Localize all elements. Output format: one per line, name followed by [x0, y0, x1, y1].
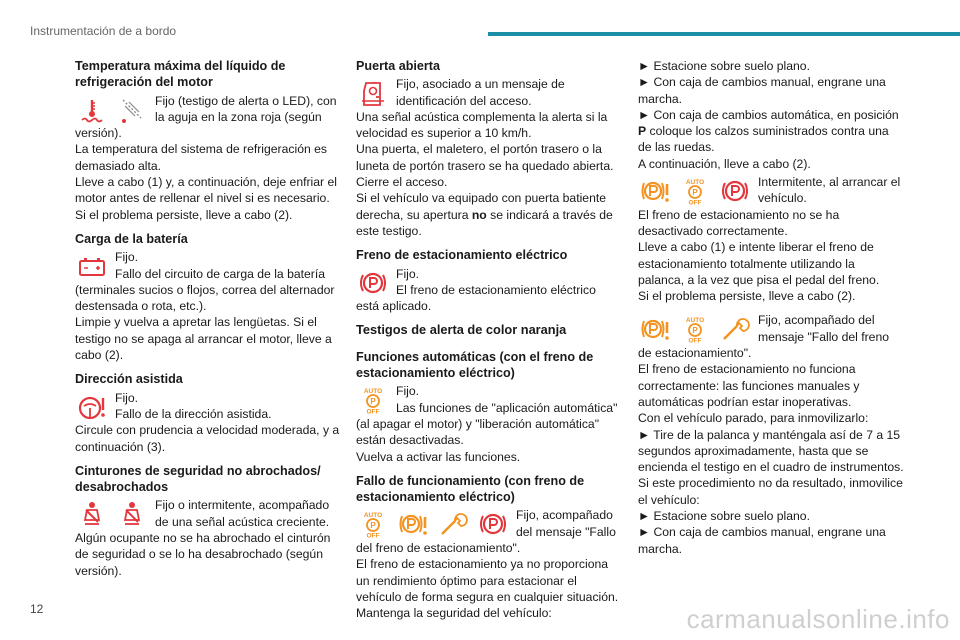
auto-section: [356, 349, 622, 465]
svg-text:P: P: [692, 188, 698, 198]
column-1: [75, 58, 341, 587]
auto-lead1: Fijo.: [396, 384, 420, 399]
fixed-line: ► Estacione sobre suelo plano.: [638, 509, 810, 524]
door-lead: Fijo, asociado a un mensaje de identificación del acceso.: [396, 77, 565, 108]
parking-brake-fault-icon: [638, 314, 672, 344]
parking-brake-fault-icon: [638, 176, 672, 206]
battery-title: Carga de la batería: [75, 231, 188, 246]
coolant-temperature-icon: [75, 95, 109, 125]
door-last: Si el vehículo va equipado con puerta batiente derecha, su apertura no se indicará a través de este testigo.: [356, 191, 613, 238]
svg-text:OFF: OFF: [366, 408, 380, 415]
door-line: Una puerta, el maletero, el portón trasero o la luneta de portón trasero se ha quedado abierta.: [356, 142, 614, 173]
fixed-line: ► Con caja de cambios manual, engrane una marcha.: [638, 525, 886, 556]
temp-line: Si el problema persiste, lleve a cabo (2).: [75, 207, 293, 222]
blink-line: El freno de estacionamiento no se ha desactivado correctamente.: [638, 207, 840, 238]
fixed-line: El freno de estacionamiento no funciona correctamente: las funciones manuales y automáticas podrían estar inoperativas.: [638, 362, 860, 409]
parking-brake-icon: [718, 176, 752, 206]
epb-lead1: Fijo.: [396, 266, 420, 281]
door-line: Una señal acústica complementa la alerta si la velocidad es superior a 10 km/h.: [356, 109, 608, 141]
svg-text:OFF: OFF: [688, 337, 702, 344]
fault-line: Mantenga la seguridad del vehículo:: [356, 606, 552, 621]
auto-off-icon: [356, 509, 390, 539]
svg-text:AUTO: AUTO: [685, 317, 705, 325]
battery-line: Limpie y vuelva a apretar las lengüetas. Si el testigo no se apaga al arrancar el motor, lleve a cabo (2).: [75, 315, 332, 363]
svg-text:AUTO: AUTO: [363, 388, 383, 396]
parking-brake-fault-icon: [396, 509, 430, 539]
auto-off-icon: [678, 176, 712, 206]
steering-title: Dirección asistida: [75, 372, 183, 387]
temperature-gauge-icon: [115, 95, 149, 125]
section-title: Instrumentación de a bordo: [30, 24, 177, 38]
page-number: 12: [30, 602, 44, 616]
c3-line: ► Con caja de cambios manual, engrane una marcha.: [638, 75, 886, 106]
c3-auto-line: ► Con caja de cambios automática, en posición P coloque los calzos suministrados contra una de las ruedas.: [638, 107, 899, 155]
auto-off-icon: [356, 385, 390, 415]
belts-line: Algún ocupante no se ha abrochado el cinturón de seguridad o se lo ha desabrochado (según versión).: [75, 531, 331, 578]
blink-line: Lleve a cabo (1) e intente liberar el freno de estacionamiento totalmente utilizando la palanca, a la vez que pisa el pedal del freno.: [638, 240, 880, 287]
belts-title: Cinturones de seguridad no abrochados/ desabrochados: [75, 463, 321, 495]
auto-off-icon: [678, 314, 712, 344]
battery-lead1: Fijo.: [115, 250, 139, 265]
epb-lead2: El freno de estacionamiento eléctrico está aplicado.: [356, 282, 596, 314]
epb-title: Freno de estacionamiento eléctrico: [356, 248, 568, 263]
auto-line: Vuelva a activar las funciones.: [356, 449, 521, 464]
svg-text:P: P: [370, 521, 376, 531]
fixed-line: Si este procedimiento no da resultado, inmovilice el vehículo:: [638, 476, 903, 507]
fixed-line: Con el vehículo parado, para inmovilizarlo:: [638, 411, 869, 426]
svg-text:OFF: OFF: [688, 199, 702, 206]
header-accent-bar: [488, 32, 960, 36]
svg-text:AUTO: AUTO: [685, 179, 705, 187]
fault-section: [356, 473, 622, 622]
battery-icon: [75, 251, 109, 281]
wrench-icon: [436, 509, 470, 539]
battery-lead2: Fallo del circuito de carga de la batería (terminales sucios o flojos, correa del alternador destensada o rota, etc.).: [75, 266, 335, 314]
temp-section: [75, 58, 341, 223]
temp-line: Lleve a cabo (1) y, a continuación, deje enfriar el motor antes de rellenar el nivel si es necesario.: [75, 175, 337, 206]
epb-section: [356, 247, 622, 314]
blink-lead: Intermitente, al arrancar el vehículo.: [758, 175, 901, 206]
fixed-lead: Fijo, acompañado del mensaje "Fallo del freno de estacionamiento".: [638, 313, 890, 361]
seatbelt-icon: [115, 499, 149, 529]
auto-title: Funciones automáticas (con el freno de estacionamiento eléctrico): [356, 349, 594, 381]
steering-lead1: Fijo.: [115, 390, 139, 405]
wrench-icon: [718, 314, 752, 344]
column-3: [638, 58, 904, 565]
orange-warnings-title: Testigos de alerta de color naranja: [356, 322, 567, 338]
c3-line: ► Estacione sobre suelo plano.: [638, 59, 810, 73]
c3-then: A continuación, lleve a cabo (2).: [638, 156, 811, 171]
parking-brake-icon: [356, 268, 390, 298]
blink-section: [638, 174, 904, 304]
parking-brake-icon: [476, 509, 510, 539]
svg-text:OFF: OFF: [366, 532, 380, 539]
door-open-icon: [356, 78, 390, 108]
temp-lead: Fijo (testigo de alerta o LED), con la aguja en la zona roja (según versión).: [75, 93, 337, 141]
svg-text:AUTO: AUTO: [363, 512, 383, 520]
steering-section: [75, 371, 341, 454]
watermark: carmanualsonline.info: [686, 604, 950, 634]
battery-section: [75, 231, 341, 363]
door-section: [356, 58, 622, 239]
fixed-section: [638, 312, 904, 556]
temp-line: La temperatura del sistema de refrigeración es demasiado alta.: [75, 142, 328, 173]
fault-title: Fallo de funcionamiento (con freno de estacionamiento eléctrico): [356, 473, 585, 505]
temp-title: Temperatura máxima del líquido de refrigeración del motor: [75, 59, 286, 90]
belts-lead: Fijo o intermitente, acompañado de una señal acústica creciente.: [155, 498, 330, 529]
power-steering-icon: [75, 392, 109, 422]
auto-lead2: Las funciones de "aplicación automática" (al apagar el motor) y "liberación automática" están desactivadas.: [356, 400, 618, 448]
column-2: [356, 58, 622, 630]
belts-section: [75, 463, 341, 579]
door-line: Cierre el acceso.: [356, 175, 448, 190]
door-title: Puerta abierta: [356, 59, 440, 73]
steering-lead2: Fallo de la dirección asistida.: [115, 406, 272, 421]
svg-text:P: P: [692, 326, 698, 336]
fixed-line: ► Tire de la palanca y manténgala así de 7 a 15 segundos aproximadamente, hasta que se encienda el testigo en el cuadro de instrumentos.: [638, 427, 904, 475]
svg-text:P: P: [370, 397, 376, 407]
seatbelt-icon: [75, 499, 109, 529]
blink-line: Si el problema persiste, lleve a cabo (2).: [638, 289, 856, 304]
steering-line: Circule con prudencia a velocidad moderada, y a continuación (3).: [75, 423, 340, 454]
fault-lead: Fijo, acompañado del mensaje "Fallo del freno de estacionamiento".: [356, 508, 616, 556]
fault-line: El freno de estacionamiento ya no proporciona un rendimiento óptimo para estacionar el vehículo de forma segura en cualquier situación.: [356, 557, 619, 604]
